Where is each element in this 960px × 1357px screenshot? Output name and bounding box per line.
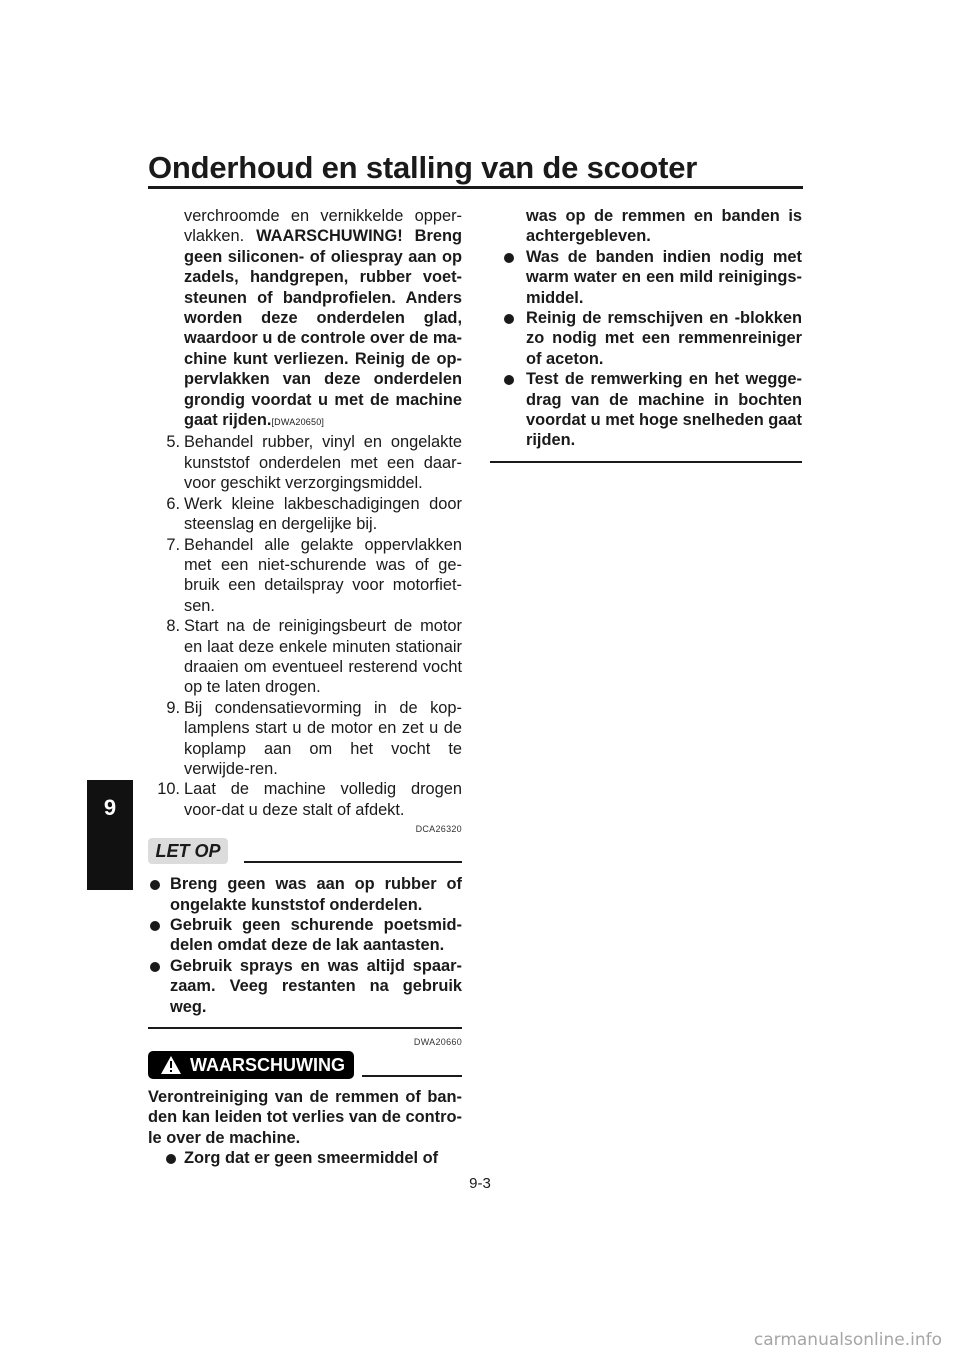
list-item: 8. Start na de reinigingsbeurt de motor en laat deze enkele minuten stationair draaien om eventueel resterend vocht op te laten drogen. [166, 617, 462, 697]
warning-icon [160, 1055, 182, 1075]
inline-warning: WAARSCHUWING! Breng geen siliconen- of oliespray aan op zadels, handgrepen, rubber voet-steunen of bandprofielen. Anders worden deze onderdelen glad, waardoor u de controle over de ma-chine kunt verliezen. Reinig de op-pervlakken van deze onderdelen grondig voordat u met de machine gaat rijden.[DWA20650] [184, 227, 462, 430]
notice-label: LET OP [148, 838, 228, 864]
watermark: carmanualsonline.info [753, 1330, 942, 1350]
bullet-icon [504, 314, 514, 324]
list-item: 9. Bij condensatievorming in de kop-lamplens start u de motor en zet u de koplamp aan om het vocht te verwijde-ren. [166, 698, 462, 778]
right-column [490, 206, 802, 463]
bullet-icon [150, 880, 160, 890]
continued-paragraph [148, 206, 462, 432]
notice-header [148, 838, 462, 866]
list-item: Gebruik sprays en was altijd spaar-zaam. Veeg restanten na gebruik weg. [148, 956, 462, 1017]
list-item: Breng geen was aan op rubber of ongelakte kunststof onderdelen. [148, 874, 462, 915]
notice-code: DCA26320 [415, 824, 462, 835]
warning-end-rule [490, 461, 802, 463]
bullet-icon [150, 962, 160, 972]
list-item: Was de banden indien nodig met warm water en een mild reinigings-middel. [490, 247, 802, 308]
page-number: 9-3 [469, 1175, 491, 1192]
chapter-tab [87, 780, 133, 890]
list-item: Reinig de remschijven en -blokken zo nodig met een remmenreiniger of aceton. [490, 308, 802, 369]
warning-header [148, 1051, 462, 1079]
notice-rule [244, 861, 462, 863]
bullet-icon [504, 253, 514, 263]
bullet-icon [166, 1154, 176, 1164]
continued-bullet: was op de remmen en banden is achtergebleven. [526, 207, 802, 246]
notice-end-rule [148, 1027, 462, 1029]
chapter-number: 9 [103, 795, 117, 820]
bullet-icon [504, 375, 514, 385]
list-item: 5. Behandel rubber, vinyl en ongelakte kunststof onderdelen met een daar-voor geschikt verzorgingsmiddel. [166, 433, 462, 493]
list-item: 7. Behandel alle gelakte oppervlakken met een niet-schurende was of ge-bruik een detailspray voor motorfiet-sen. [166, 535, 462, 615]
warning-label: WAARSCHUWING [148, 1051, 354, 1079]
warning-rule [362, 1075, 462, 1077]
continued-text: verchroomde en vernikkelde opper-vlakken. [184, 207, 462, 246]
title-rule [148, 186, 803, 189]
list-item: Gebruik geen schurende poetsmid-delen omdat deze de lak aantasten. [148, 915, 462, 956]
list-item: 6. Werk kleine lakbeschadigingen door steenslag en dergelijke bij. [166, 494, 462, 534]
list-item: 10. Laat de machine volledig drogen voor-dat u deze stalt of afdekt. [157, 780, 462, 819]
warning-ref: [DWA20650] [271, 417, 325, 428]
bullet-icon [150, 921, 160, 931]
warning-intro: Verontreiniging van de remmen of ban-den kan leiden tot verlies van de contro-le over de machine. [148, 1088, 462, 1147]
page-title: Onderhoud en stalling van de scooter [148, 150, 698, 185]
steps-list [148, 432, 462, 820]
warning-code: DWA20660 [413, 1037, 462, 1048]
list-item: Zorg dat er geen smeermiddel of [148, 1148, 462, 1168]
list-item: Test de remwerking en het wegge-drag van de machine in bochten voordat u met hoge snelheden gaat rijden. [490, 369, 802, 451]
left-column [148, 206, 462, 1169]
